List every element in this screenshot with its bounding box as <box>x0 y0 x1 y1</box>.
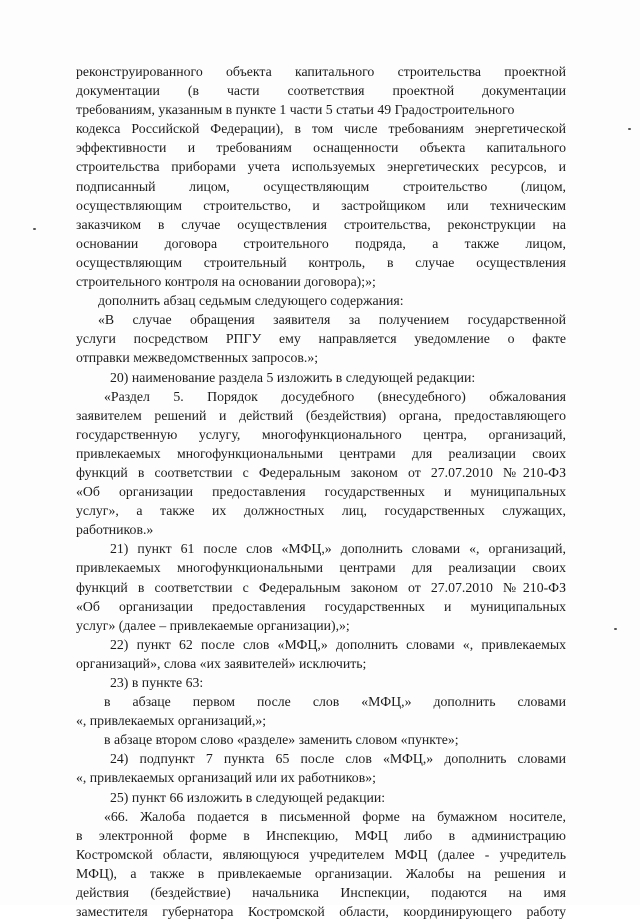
text-line: работников.» <box>76 522 154 538</box>
text-line: «Раздел 5. Порядок досудебного (внесудебного) обжалования <box>104 388 566 404</box>
text-line: функций в соответствии с Федеральным законом от 27.07.2010 №210-ФЗ <box>76 579 566 595</box>
text-line: привлекаемых многофункциональными центрами для реализации своих <box>76 445 566 461</box>
scan-speck <box>614 628 617 630</box>
text-line: «Об организации предоставления государственных и муниципальных <box>76 484 566 500</box>
text-line: государственную услугу, многофункционального центра, организаций, <box>76 426 566 442</box>
text-line: эффективности и требованиям оснащенности объекта капитального <box>76 140 566 156</box>
text-line: функций в соответствии с Федеральным законом от 27.07.2010 №210-ФЗ <box>76 464 566 480</box>
scan-speck <box>628 128 631 130</box>
text-line: основании договора строительного подряда, а также лицом, <box>76 235 566 251</box>
text-line: услуг», а также их должностных лиц, государственных служащих, <box>76 503 566 519</box>
text-line: осуществляющим строительство, и застройщиком или техническим <box>76 197 566 213</box>
text-line: в абзаце втором слово «разделе» заменить словом «пункте»; <box>104 732 459 748</box>
text-line: подписанный лицом, осуществляющим строительство (лицом, <box>76 178 566 194</box>
text-line: строительного контроля на основании договора);»; <box>76 274 376 290</box>
text-line: отправки межведомственных запросов.»; <box>76 350 319 366</box>
text-line: требованиям, указанным в пункте 1 части 5 статьи 49 Градостроительного <box>76 102 515 118</box>
text-line: услуг» (далее – привлекаемые организации),»; <box>76 617 350 633</box>
text-line: 23) в пункте 63: <box>110 675 204 690</box>
document-body <box>76 62 566 921</box>
text-line: «, привлекаемых организаций или их работников»; <box>76 770 376 786</box>
text-line: кодекса Российской Федерации), в том числе требованиям энергетической <box>76 121 566 137</box>
text-line: строительства приборами учета используемых энергетических ресурсов, и <box>76 159 566 175</box>
text-line: 21) пункт 61 после слов «МФЦ,» дополнить словами «, организаций, <box>110 541 566 557</box>
text-line: «Об организации предоставления государственных и муниципальных <box>76 598 566 614</box>
text-line: 25) пункт 66 изложить в следующей редакции: <box>110 789 386 805</box>
text-line: заказчиком в случае осуществления строительства, реконструкции на <box>76 216 566 232</box>
text-line: реконструированного объекта капитального строительства проектной <box>76 64 566 79</box>
text-line: дополнить абзац седьмым следующего содержания: <box>98 293 404 309</box>
text-line: в электронной форме в Инспекцию, МФЦ либо в администрацию <box>76 827 566 843</box>
text-line: 24) подпункт 7 пункта 65 после слов «МФЦ,» дополнить словами <box>110 751 566 767</box>
text-line: услуги посредством РПГУ ему направляется уведомление о факте <box>76 331 566 347</box>
text-line: документации (в части соответствия проектной документации <box>76 83 566 99</box>
text-line: в абзаце первом после слов «МФЦ,» дополнить словами <box>104 694 566 710</box>
text-line: привлекаемых многофункциональными центрами для реализации своих <box>76 560 566 576</box>
text-line: действия (бездействие) начальника Инспекции, подаются на имя <box>76 885 566 901</box>
text-line: «, привлекаемых организаций,»; <box>76 713 267 729</box>
text-line: организаций», слова «их заявителей» исключить; <box>76 655 367 671</box>
text-line: МФЦ), а также в привлекаемые организации. Жалобы на решения и <box>76 865 566 881</box>
scan-speck <box>33 228 36 230</box>
text-line: Костромской области, являющуюся учредителем МФЦ (далее - учредитель <box>76 846 566 862</box>
text-line: «66. Жалоба подается в письменной форме на бумажном носителе, <box>104 808 566 824</box>
text-line: 22) пункт 62 после слов «МФЦ,» дополнить словами «, привлекаемых <box>110 636 566 652</box>
text-line: заместителя губернатора Костромской области, координирующего работу <box>76 904 566 920</box>
text-line: осуществляющим строительный контроль, в случае осуществления <box>76 254 566 270</box>
text-line: заявителем решений и действий (бездействия) органа, предоставляющего <box>76 407 566 423</box>
text-line: «В случае обращения заявителя за получением государственной <box>98 312 566 328</box>
text-line: 20) наименование раздела 5 изложить в следующей редакции: <box>110 369 476 385</box>
